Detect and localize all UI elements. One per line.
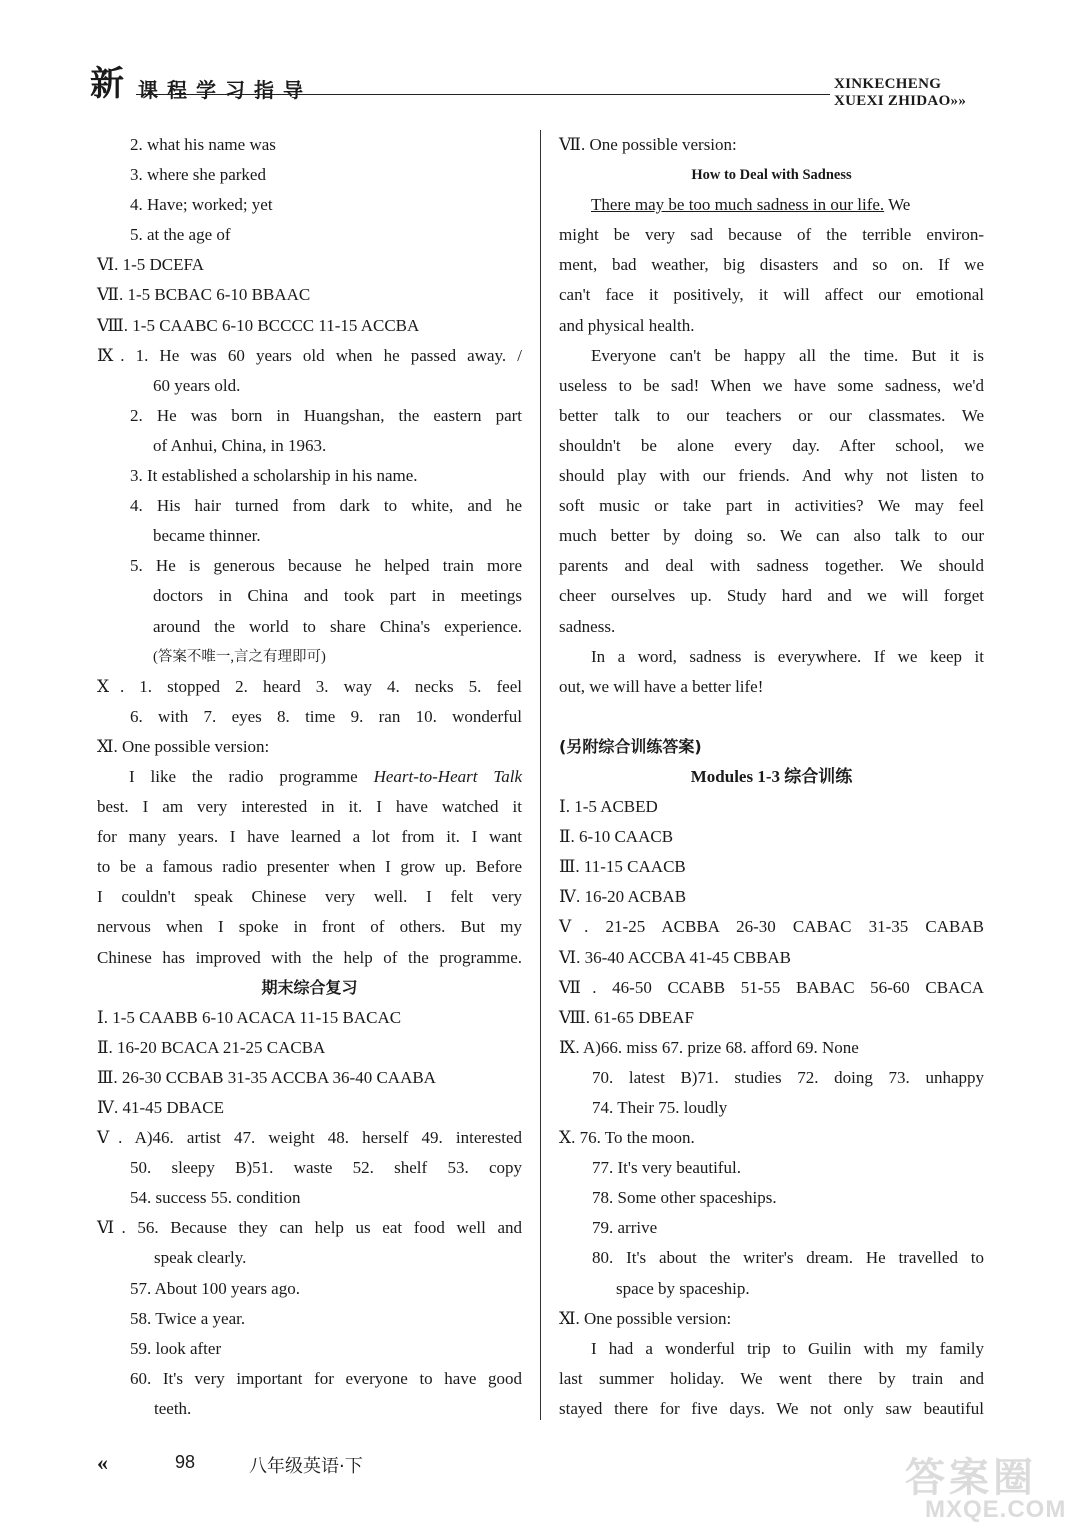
answer-line: Ⅸ. A)66. miss 67. prize 68. afford 69. None xyxy=(559,1037,859,1057)
page-footer xyxy=(97,1450,597,1480)
appendix-heading: (另附综合训练答案) xyxy=(559,736,702,756)
answer-line: Ⅵ. 1-5 DCEFA xyxy=(97,255,204,275)
page-number: 98 xyxy=(175,1452,196,1472)
answer-note: (答案不唯一,言之有理即可) xyxy=(153,648,326,665)
answer-line: speak clearly. xyxy=(154,1248,247,1268)
answer-line: 80. It's about the writer's dream. He travelled to xyxy=(592,1248,984,1268)
answer-line: 77. It's very beautiful. xyxy=(592,1158,741,1178)
series-pinyin xyxy=(834,76,990,110)
book-title: 八年级英语·下 xyxy=(249,1456,363,1477)
essay-line: shouldn't be alone every day. After school, we xyxy=(559,435,984,455)
header-rule xyxy=(136,94,830,95)
essay-line: I had a wonderful trip to Guilin with my family xyxy=(591,1338,984,1358)
essay-line: Everyone can't be happy all the time. But it is xyxy=(591,345,984,365)
answer-line: 50. sleepy B)51. waste 52. shelf 53. copy xyxy=(130,1158,522,1178)
answer-line: Ⅵ. 36-40 ACCBA 41-45 CBBAB xyxy=(559,947,791,967)
answer-line: 4. His hair turned from dark to white, and he xyxy=(130,496,522,516)
answer-line: Ⅲ. 11-15 CAACB xyxy=(559,857,686,877)
double-chevron-left-icon: « xyxy=(97,1450,108,1475)
series-title: 课程学习指导 xyxy=(138,78,312,102)
essay-line: last summer holiday. We went there by train and xyxy=(559,1368,984,1388)
essay-line: to be a famous radio presenter when I grow up. Before xyxy=(97,857,522,877)
essay-line: Chinese has improved with the help of the programme. xyxy=(97,947,522,967)
answer-line: 59. look after xyxy=(130,1338,222,1358)
essay-line: In a word, sadness is everywhere. If we keep it xyxy=(591,646,984,666)
answer-line: Ⅷ. 1-5 CAABC 6-10 BCCCC 11-15 ACCBA xyxy=(97,315,420,335)
essay-line: best. I am very interested in it. I have watched it xyxy=(97,797,522,817)
essay-line: parents and deal with sadness together. We should xyxy=(559,556,984,576)
pinyin-text: XINKECHENG XUEXI ZHIDAO xyxy=(834,76,951,109)
answer-line: 58. Twice a year. xyxy=(130,1308,246,1328)
essay-line: out, we will have a better life! xyxy=(559,676,764,696)
right-column xyxy=(559,130,984,1424)
essay-line: better talk to our teachers or our classmates. We xyxy=(559,405,984,425)
essay-line: can't face it positively, it will affect our emotional xyxy=(559,285,984,305)
watermark-text: 答案圈 xyxy=(905,1455,1037,1501)
answer-line: of Anhui, China, in 1963. xyxy=(153,435,327,455)
answer-line: Ⅹ. 1. stopped 2. heard 3. way 4. necks 5. feel xyxy=(97,676,522,696)
answer-line: space by spaceship. xyxy=(616,1278,750,1298)
answer-line: 2. what his name was xyxy=(130,135,276,154)
essay-text: I like the radio programme xyxy=(129,766,374,786)
essay-line: and physical health. xyxy=(559,315,695,335)
series-logo: 新 xyxy=(90,64,124,104)
answer-line: Ⅱ. 16-20 BCACA 21-25 CACBA xyxy=(97,1037,326,1057)
answer-line: doctors in China and took part in meetings xyxy=(153,586,522,606)
essay-line: stayed there for five days. We not only saw beautiful xyxy=(559,1398,984,1418)
answer-line: 5. at the age of xyxy=(130,225,231,245)
answer-line: Ⅷ. 61-65 DBEAF xyxy=(559,1007,694,1027)
answer-line: Ⅶ. One possible version: xyxy=(559,135,737,154)
answer-line: Ⅶ. 1-5 BCBAC 6-10 BBAAC xyxy=(97,285,311,305)
answer-line: 3. where she parked xyxy=(130,165,266,185)
essay-line: cheer ourselves up. Study hard and we will forget xyxy=(559,586,984,606)
answer-line: Ⅴ. A)46. artist 47. weight 48. herself 49. interested xyxy=(97,1128,522,1148)
answer-line: 3. It established a scholarship in his name. xyxy=(130,466,418,486)
spacer xyxy=(559,702,984,732)
answer-line: Ⅲ. 26-30 CCBAB 31-35 ACCBA 36-40 CAABA xyxy=(97,1067,436,1087)
essay-line: should play with our friends. And why not listen to xyxy=(559,466,984,486)
answer-line: 5. He is generous because he helped train more xyxy=(130,556,522,576)
watermark-url: MXQE.COM xyxy=(925,1496,1067,1523)
answer-line: Ⅰ. 1-5 ACBED xyxy=(559,797,658,817)
essay-line: for many years. I have learned a lot from it. I want xyxy=(97,827,522,847)
essay-line xyxy=(559,190,984,220)
answer-line: Ⅰ. 1-5 CAABB 6-10 ACACA 11-15 BACAC xyxy=(97,1007,402,1027)
column-divider xyxy=(540,130,541,1420)
section-heading: 期末综合复习 xyxy=(261,977,358,997)
left-column xyxy=(97,130,522,1424)
answer-line: 70. latest B)71. studies 72. doing 73. unhappy xyxy=(592,1067,984,1087)
answer-line: teeth. xyxy=(154,1398,192,1418)
essay-line: sadness. xyxy=(559,616,616,636)
answer-line: 74. Their 75. loudly xyxy=(592,1098,728,1117)
answer-line: 78. Some other spaceships. xyxy=(592,1188,777,1208)
essay-line: I couldn't speak Chinese very well. I felt very xyxy=(97,887,522,907)
essay-text: We xyxy=(884,195,911,215)
answer-line: around the world to share China's experience. xyxy=(153,616,522,636)
answer-line: Ⅺ. One possible version: xyxy=(559,1308,732,1328)
answer-line: 60 years old. xyxy=(153,375,241,395)
answer-line: Ⅺ. One possible version: xyxy=(97,736,270,756)
essay-line xyxy=(97,762,522,792)
answer-line: 54. success 55. condition xyxy=(130,1188,301,1208)
answer-line: Ⅳ. 41-45 DBACE xyxy=(97,1098,225,1117)
double-chevron-icon: »» xyxy=(950,93,967,109)
programme-name: Heart-to-Heart Talk xyxy=(373,766,522,786)
answer-line: 60. It's very important for everyone to have good xyxy=(130,1368,522,1388)
essay-line: might be very sad because of the terrible environ- xyxy=(559,225,984,245)
topic-sentence: There may be too much sadness in our life. xyxy=(591,195,885,215)
section-heading: Modules 1-3 综合训练 xyxy=(690,766,853,786)
essay-title: How to Deal with Sadness xyxy=(691,167,852,184)
page-header xyxy=(90,64,990,109)
answer-line: Ⅸ. 1. He was 60 years old when he passed away. / xyxy=(97,345,522,365)
answer-line: Ⅶ. 46-50 CCABB 51-55 BABAC 56-60 CBACA xyxy=(559,977,984,997)
answer-line: Ⅳ. 16-20 ACBAB xyxy=(559,887,687,907)
answer-line: 57. About 100 years ago. xyxy=(130,1278,300,1298)
essay-line: ment, bad weather, big disasters and so on. If we xyxy=(559,255,984,275)
answer-line: became thinner. xyxy=(153,526,261,546)
essay-line: soft music or take part in activities? We may feel xyxy=(559,496,984,516)
answer-line: 2. He was born in Huangshan, the eastern part xyxy=(130,405,522,425)
answer-line: 79. arrive xyxy=(592,1218,658,1238)
watermark-logo xyxy=(905,1446,1075,1526)
answer-line: Ⅵ. 56. Because they can help us eat food well and xyxy=(97,1218,522,1238)
answer-line: Ⅴ. 21-25 ACBBA 26-30 CABAC 31-35 CABAB xyxy=(559,917,984,937)
essay-line: much better by doing so. We can also talk to our xyxy=(559,526,984,546)
essay-line: useless to be sad! When we have some sadness, we'd xyxy=(559,375,984,395)
answer-line: 6. with 7. eyes 8. time 9. ran 10. wonderful xyxy=(130,706,522,726)
answer-line: Ⅹ. 76. To the moon. xyxy=(559,1128,695,1148)
essay-line: nervous when I spoke in front of others. But my xyxy=(97,917,522,937)
answer-line: 4. Have; worked; yet xyxy=(130,195,273,215)
answer-line: Ⅱ. 6-10 CAACB xyxy=(559,827,674,847)
